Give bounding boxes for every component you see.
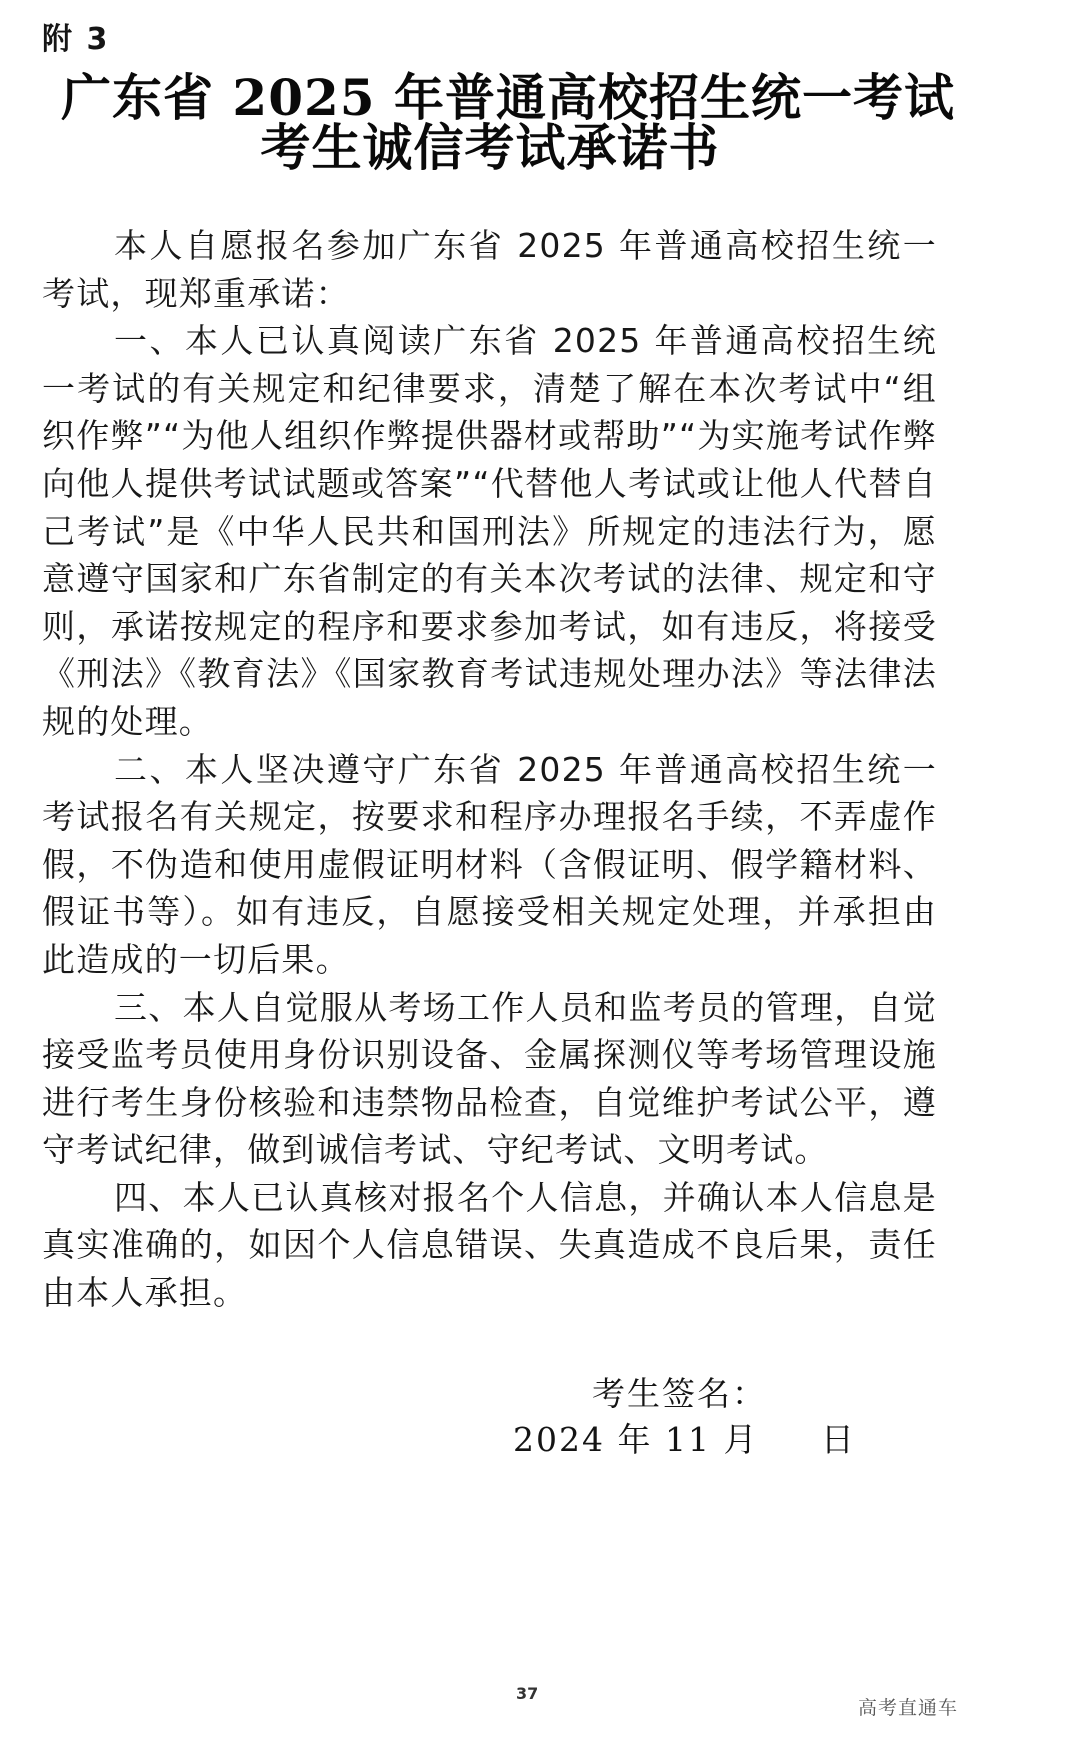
signature-date: 2024 年 11 月 日 [513,1420,856,1459]
watermark: 高考直通车 [858,1697,959,1719]
pledge-body [42,222,937,1317]
pledge-item-3: 三、本人自觉服从考场工作人员和监考员的管理，自觉接受监考员使用身份识别设备、金属探测仪等考场管理设施进行考生身份核验和违禁物品检查，自觉维护考试公平，遵守考试纪律，做到诚信考试、守纪考试、文明考试。 [42,987,937,1170]
pledge-item-4: 四、本人已认真核对报名个人信息，并确认本人信息是真实准确的，如因个人信息错误、失真造成不良后果，责任由本人承担。 [42,1177,937,1313]
attachment-label: 附 3 [42,22,110,57]
page-number: 37 [516,1684,539,1703]
pledge-item-1: 一、本人已认真阅读广东省 2025 年普通高校招生统一考试的有关规定和纪律要求，清楚了解在本次考试中“组织作弊”“为他人组织作弊提供器材或帮助”“为实施考试作弊向他人提供考试试题或答案”“代替他人考试或让他人代替自己考试”是《中华人民共和国刑法》所规定的违法行为，愿意遵守国家和广东省制定的有关本次考试的法律、规定和守则，承诺按规定的程序和要求参加考试，如有违反，将接受《刑法》《教育法》《国家教育考试违规处理办法》等法律法规的处理。 [42,321,937,741]
title-line-2: 考生诚信考试承诺书 [260,118,720,177]
pledge-item-2: 二、本人坚决遵守广东省 2025 年普通高校招生统一考试报名有关规定，按要求和程序办理报名手续，不弄虚作假，不伪造和使用虚假证明材料（含假证明、假学籍材料、假证书等）。如有违反，自愿接受相关规定处理，并承担由此造成的一切后果。 [42,749,937,979]
title-line-1: 广东省 2025 年普通高校招生统一考试 [61,68,955,127]
intro-paragraph: 本人自愿报名参加广东省 2025 年普通高校招生统一考试，现郑重承诺： [42,226,937,313]
signature-label: 考生签名： [592,1374,767,1413]
